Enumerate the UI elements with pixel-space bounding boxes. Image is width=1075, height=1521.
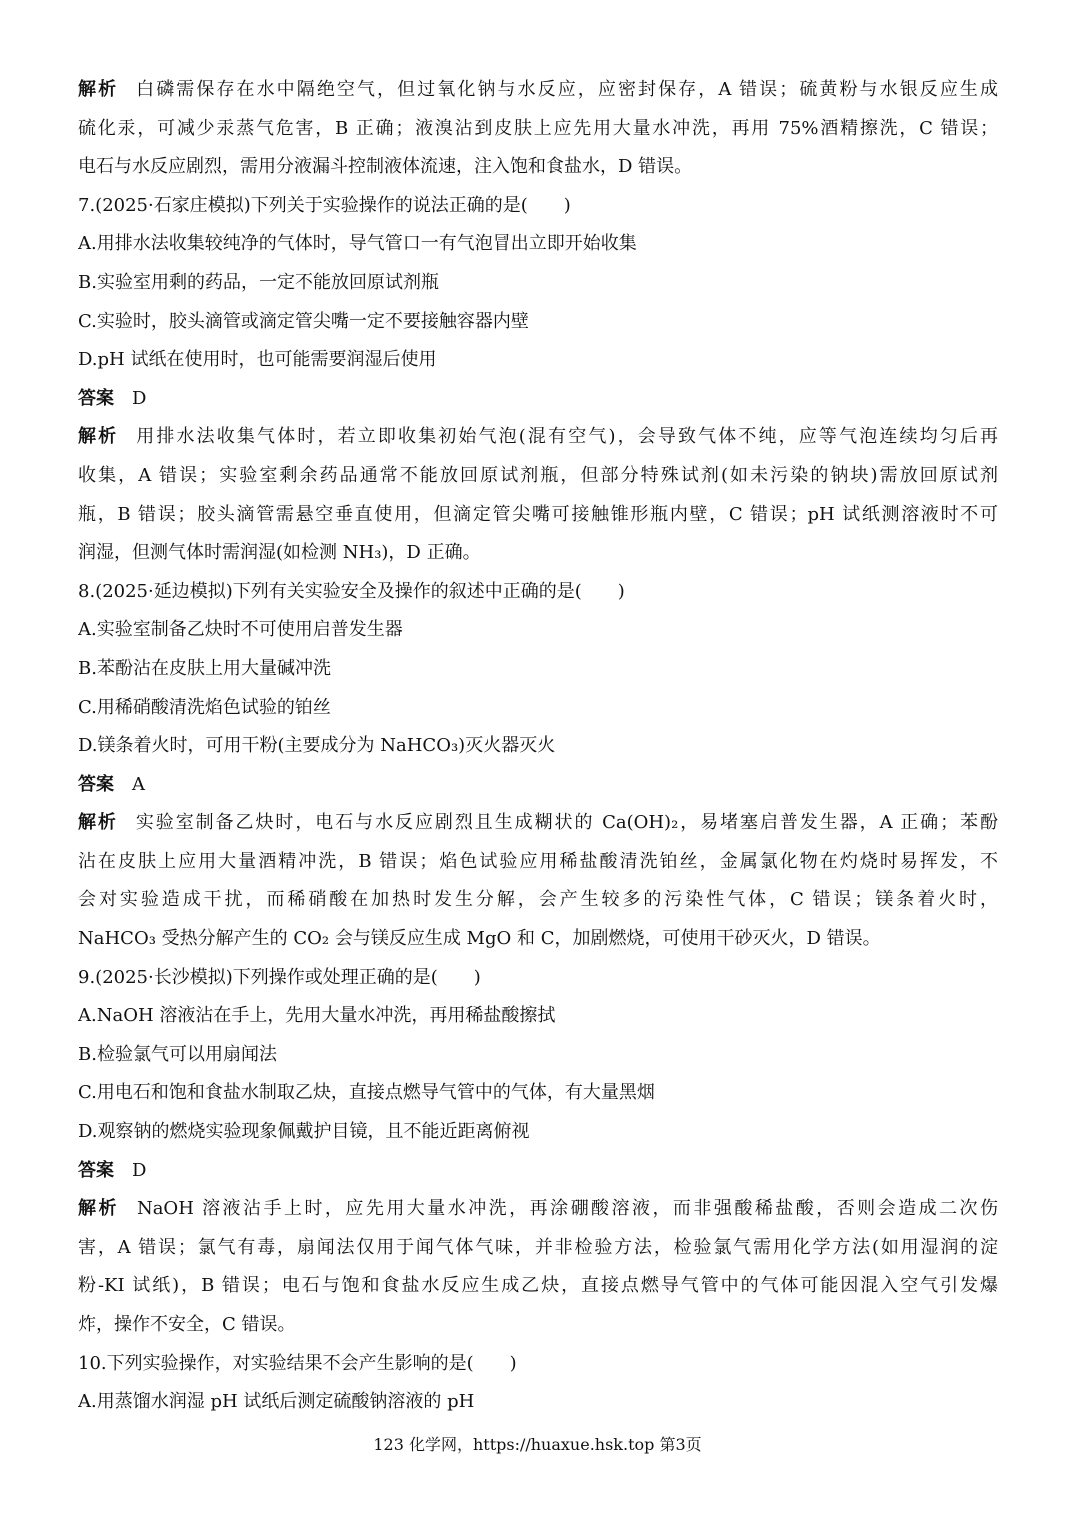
question-option: B.检验氯气可以用扇闻法 xyxy=(78,1043,277,1065)
question-option: D.pH 试纸在使用时，也可能需要润湿后使用 xyxy=(78,349,437,371)
analysis-label: 解析 xyxy=(78,79,119,100)
question-title: 7.(2025·石家庄模拟)下列关于实验操作的说法正确的是( ) xyxy=(78,194,571,216)
answer-label: 答案 xyxy=(78,1159,114,1181)
analysis-line xyxy=(78,920,998,959)
question-option: A.实验室制备乙炔时不可使用启普发生器 xyxy=(78,619,403,641)
analysis-text: 粉-KI 试纸)，B 错误；电石与饱和食盐水反应生成乙炔，直接点燃导气管中的气体可能因混入空气引发爆 xyxy=(78,1275,998,1297)
page-footer: 123 化学网，https://huaxue.hsk.top 第3页 xyxy=(373,1435,702,1454)
analysis-line xyxy=(78,843,998,882)
analysis-label: 解析 xyxy=(78,812,118,834)
answer-value: D xyxy=(132,1159,147,1181)
question-option: C.实验时，胶头滴管或滴定管尖嘴一定不要接触容器内壁 xyxy=(78,310,529,332)
question-option: B.苯酚沾在皮肤上用大量碱冲洗 xyxy=(78,657,331,679)
analysis-line xyxy=(78,804,998,843)
analysis-text: NaOH 溶液沾手上时，应先用大量水冲洗，再涂硼酸溶液，而非强酸稀盐酸，否则会造成二次伤 xyxy=(136,1198,998,1220)
question-option: C.用稀硝酸清洗焰色试验的铂丝 xyxy=(78,696,331,718)
analysis-block xyxy=(78,1190,998,1344)
question-option: C.用电石和饱和食盐水制取乙炔，直接点燃导气管中的气体，有大量黑烟 xyxy=(78,1082,655,1104)
analysis-line xyxy=(78,534,998,573)
answer-line xyxy=(78,1152,998,1191)
analysis-line xyxy=(78,71,998,110)
analysis-block xyxy=(78,71,998,187)
analysis-text: 硫化汞，可减少汞蒸气危害，B 正确；液溴沾到皮肤上应先用大量水冲洗，再用 75%酒精擦洗，C 错误； xyxy=(78,117,998,139)
analysis-line xyxy=(78,457,998,496)
analysis-label: 解析 xyxy=(78,1198,119,1220)
answer-label: 答案 xyxy=(78,387,114,409)
question-option: A.NaOH 溶液沾在手上，先用大量水冲洗，再用稀盐酸擦拭 xyxy=(78,1005,556,1027)
analysis-line xyxy=(78,1306,998,1345)
analysis-text: 沾在皮肤上应用大量酒精冲洗，B 错误；焰色试验应用稀盐酸清洗铂丝，金属氯化物在灼烧时易挥发，不 xyxy=(78,850,998,872)
analysis-text: 瓶，B 错误；胶头滴管需悬空垂直使用，但滴定管尖嘴可接触锥形瓶内壁，C 错误；pH 试纸测溶液时不可 xyxy=(78,503,998,525)
analysis-line xyxy=(78,148,998,187)
analysis-text: 害，A 错误；氯气有毒，扇闻法仅用于闻气体气味，并非检验方法，检验氯气需用化学方法(如用湿润的淀 xyxy=(78,1236,998,1258)
analysis-text: NaHCO₃ 受热分解产生的 CO₂ 会与镁反应生成 MgO 和 C，加剧燃烧，可使用干砂灭火，D 错误。 xyxy=(78,928,881,950)
analysis-line xyxy=(78,1267,998,1306)
question-option: D.观察钠的燃烧实验现象佩戴护目镜，且不能近距离俯视 xyxy=(78,1121,530,1143)
answer-line xyxy=(78,766,998,805)
question-title: 8.(2025·延边模拟)下列有关实验安全及操作的叙述中正确的是( ) xyxy=(78,580,625,602)
analysis-text: 电石与水反应剧烈，需用分液漏斗控制液体流速，注入饱和食盐水，D 错误。 xyxy=(78,156,693,178)
question-title: 9.(2025·长沙模拟)下列操作或处理正确的是( ) xyxy=(78,966,481,988)
analysis-line xyxy=(78,496,998,535)
analysis-text: 用排水法收集气体时，若立即收集初始气泡(混有空气)，会导致气体不纯，应等气泡连续均匀后再 xyxy=(136,426,998,448)
question-option: D.镁条着火时，可用干粉(主要成分为 NaHCO₃)灭火器灭火 xyxy=(78,735,556,757)
answer-line xyxy=(78,380,998,419)
analysis-text: 白磷需保存在水中隔绝空气，但过氧化钠与水反应，应密封保存，A 错误；硫黄粉与水银反应生成 xyxy=(136,79,998,100)
analysis-line xyxy=(78,1190,998,1229)
question-title: 10.下列实验操作，对实验结果不会产生影响的是( ) xyxy=(78,1352,517,1374)
document-body xyxy=(78,71,998,1422)
question-option: B.实验室用剩的药品，一定不能放回原试剂瓶 xyxy=(78,271,439,293)
analysis-line xyxy=(78,418,998,457)
analysis-label: 解析 xyxy=(78,426,119,448)
analysis-text: 收集，A 错误；实验室剩余药品通常不能放回原试剂瓶，但部分特殊试剂(如未污染的钠块)需放回原试剂 xyxy=(78,464,998,486)
answer-value: D xyxy=(132,387,147,409)
analysis-text: 润湿，但测气体时需润湿(如检测 NH₃)，D 正确。 xyxy=(78,542,481,564)
analysis-line xyxy=(78,881,998,920)
question-option: A.用蒸馏水润湿 pH 试纸后测定硫酸钠溶液的 pH xyxy=(78,1391,475,1413)
question-option: A.用排水法收集较纯净的气体时，导气管口一有气泡冒出立即开始收集 xyxy=(78,233,637,255)
analysis-text: 炸，操作不安全，C 错误。 xyxy=(78,1314,296,1335)
analysis-block xyxy=(78,418,998,572)
analysis-line xyxy=(78,110,998,149)
analysis-text: 会对实验造成干扰，而稀硝酸在加热时发生分解，会产生较多的污染性气体，C 错误；镁条着火时， xyxy=(78,889,998,911)
analysis-block xyxy=(78,804,998,958)
analysis-line xyxy=(78,1229,998,1268)
answer-value: A xyxy=(132,773,145,795)
analysis-text: 实验室制备乙炔时，电石与水反应剧烈且生成糊状的 Ca(OH)₂，易堵塞启普发生器，A 正确；苯酚 xyxy=(135,812,998,834)
answer-label: 答案 xyxy=(78,773,114,795)
